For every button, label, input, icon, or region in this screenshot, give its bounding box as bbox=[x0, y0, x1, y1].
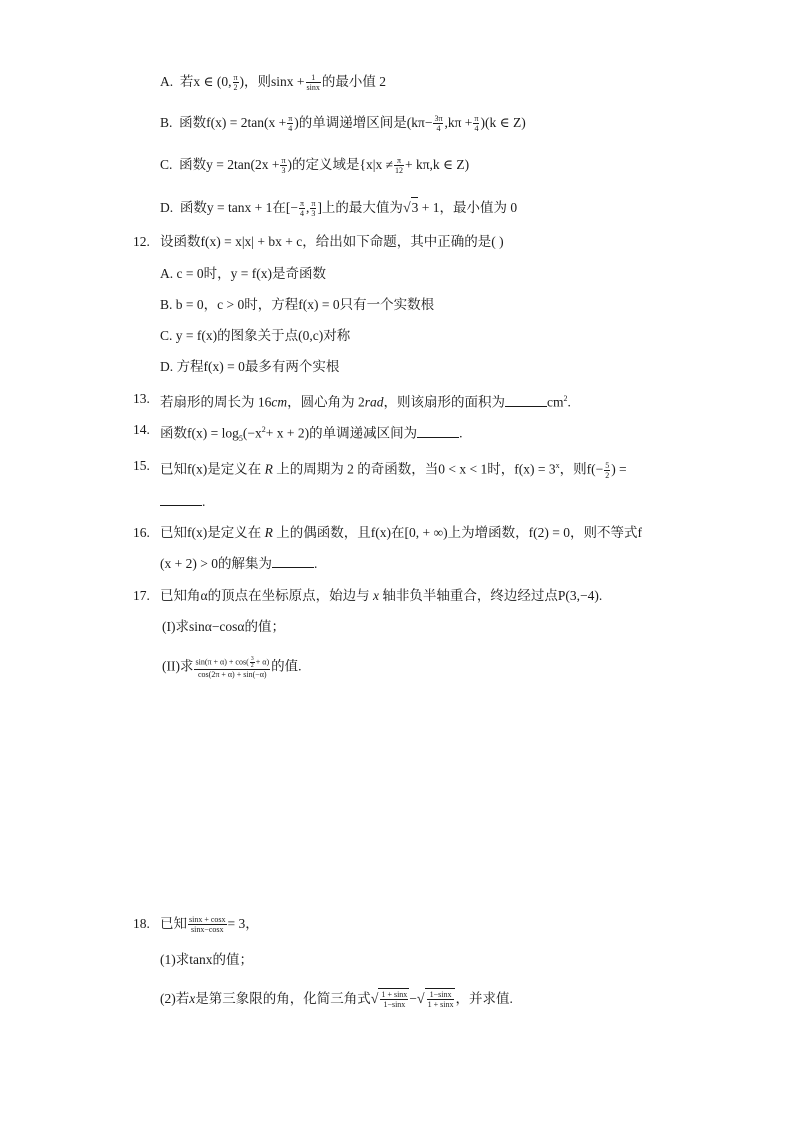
question-number: 17. bbox=[133, 588, 150, 603]
question-number: 12. bbox=[133, 234, 150, 249]
q12-option-a: A. c = 0时，y = f(x)是奇函数 bbox=[160, 266, 326, 281]
fraction: $\frac{5}{2}$ bbox=[605, 460, 610, 480]
answer-blank[interactable] bbox=[505, 394, 547, 407]
fraction: $\frac{3\pi}{4}$ bbox=[434, 114, 443, 134]
question-number: 13. bbox=[133, 391, 150, 406]
fraction: $\frac{1 + \sin x}{1-\sin x}$ bbox=[381, 990, 408, 1010]
q17-part2: (II)求 sin(π + α) + cos( $\frac{3}{2}$ + α) cos(2π + α) + sin(−α) 的值. bbox=[162, 656, 302, 679]
q12-option-d: D. 方程f(x) = 0最多有两个实根 bbox=[160, 359, 340, 374]
q14-text: 函数$f(x) = \log_5(-x^2+ x + 2)$的单调递减区间为 . bbox=[160, 425, 463, 444]
fraction: $\frac{\pi}{4}$ bbox=[299, 199, 305, 219]
question-number: 16. bbox=[133, 525, 150, 540]
q18-part1: (1)求tanx的值； bbox=[160, 952, 253, 967]
q15-text: 已知f(x)是定义在 R 上的周期为 2 的奇函数，当0 < x < 1时，$f(x) = 3^x$，则f(− $\frac{5}{2}$ ) = bbox=[160, 460, 627, 480]
fraction: $\frac{1}{\sin x}$ bbox=[306, 73, 320, 93]
answer-blank[interactable] bbox=[160, 493, 202, 506]
fraction: $\frac{\pi}{4}$ bbox=[288, 114, 293, 134]
q15-answer-line: . bbox=[160, 492, 205, 512]
q12-option-c: C. y = f(x)的图象关于点(0,c)对称 bbox=[160, 328, 351, 343]
sqrt-sign: √ bbox=[402, 201, 411, 216]
answer-blank[interactable] bbox=[272, 555, 314, 568]
sqrt-sign: √ bbox=[370, 992, 379, 1007]
fraction: $\frac{3}{2}$ bbox=[250, 656, 254, 669]
q11-option-b: B. 函数f(x) = 2tan(x + $\frac{\pi}{4}$ )的单调递增区间是(kπ− $\frac{3\pi}{4}$ ,kπ + $\frac{\pi}{4}$ )(k ∈ Z) bbox=[160, 114, 526, 134]
q17-part1: (I)求sinα−cosα的值； bbox=[162, 619, 285, 634]
q13-text: 若扇形的周长为 16cm，圆心角为 2rad，则该扇形的面积为 $cm^2$. bbox=[160, 394, 571, 410]
answer-blank[interactable] bbox=[417, 425, 459, 438]
question-number: 15. bbox=[133, 458, 150, 473]
fraction: $\frac{\pi}{12}$ bbox=[395, 156, 403, 176]
q11-option-d: D. 函数y = tanx + 1在[− $\frac{\pi}{4}$ , $\frac{\pi}{3}$ ]上的最大值为√3 + 1，最小值为 0 bbox=[160, 197, 517, 219]
q16-text-line1: 已知f(x)是定义在 R 上的偶函数，且f(x)在[0, + ∞)上为增函数，f(2) = 0，则不等式f bbox=[160, 525, 642, 540]
question-number: 18. bbox=[133, 916, 150, 931]
fraction: sin(π + α) + cos( $\frac{3}{2}$ + α) cos(2π + α) + sin(−α) bbox=[195, 656, 270, 679]
fraction: $\frac{\pi}{3}$ bbox=[311, 199, 316, 219]
fraction: $\frac{\sin x + \cos x}{\sin x-\cos x}$ bbox=[189, 915, 226, 935]
q12-stem: 设函数f(x) = x|x| + bx + c，给出如下命题，其中正确的是( ) bbox=[160, 234, 504, 249]
q16-text-line2: (x + 2) > 0的解集为 . bbox=[160, 556, 318, 571]
q18-stem: 已知 $\frac{\sin x + \cos x}{\sin x-\cos x}$ = 3， bbox=[160, 915, 259, 935]
sqrt-sign: √ bbox=[416, 992, 425, 1007]
q11-option-a: A. 若x ∈ (0, $\frac{\pi}{2}$ )，则sinx + $\frac{1}{\sin x}$ 的最小值 2 bbox=[160, 73, 387, 93]
q12-option-b: B. b = 0，c > 0时，方程f(x) = 0只有一个实数根 bbox=[160, 297, 435, 312]
fraction: $\frac{\pi}{4}$ bbox=[474, 114, 479, 134]
fraction: $\frac{\pi}{3}$ bbox=[281, 156, 286, 176]
q11-option-c: C. 函数y = 2tan(2x + $\frac{\pi}{3}$ )的定义域是{x|x ≠ $\frac{\pi}{12}$ + kπ,k ∈ Z) bbox=[160, 156, 470, 176]
fraction: $\frac{\pi}{2}$ bbox=[233, 73, 238, 93]
q18-part2: (2)若x是第三象限的角，化简三角式√ $\frac{1 + \sin x}{1-\sin x}$ −√ $\frac{1-\sin x}{1 + \sin x}$ ，并求值. bbox=[160, 988, 513, 1010]
q17-stem: 已知角α的顶点在坐标原点，始边与 x 轴非负半轴重合，终边经过点P(3,−4). bbox=[160, 588, 603, 603]
fraction: $\frac{1-\sin x}{1 + \sin x}$ bbox=[427, 990, 454, 1010]
question-number: 14. bbox=[133, 422, 150, 437]
